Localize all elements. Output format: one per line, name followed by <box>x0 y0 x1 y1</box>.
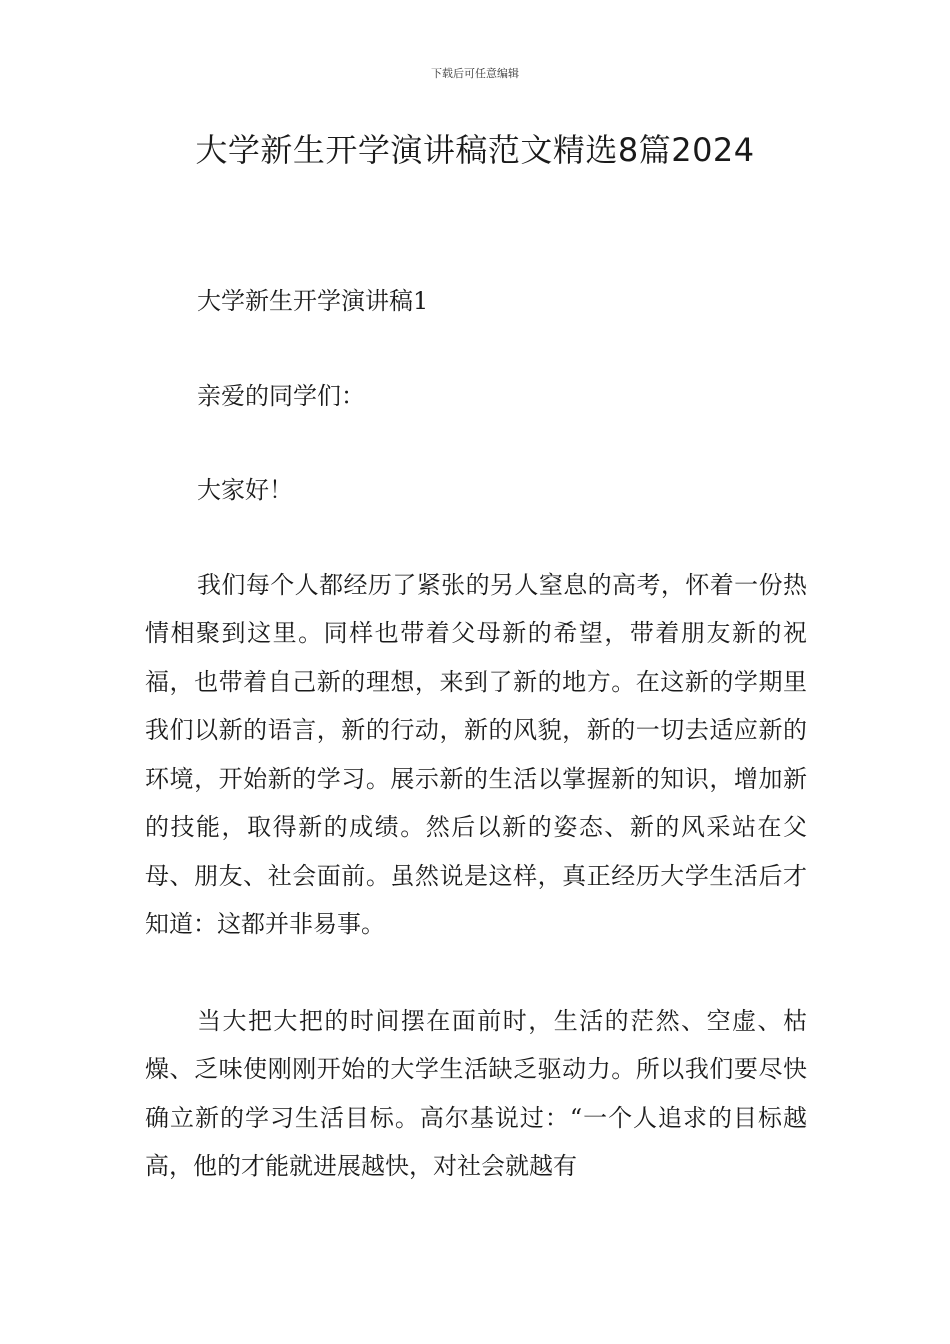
greeting: 大家好！ <box>197 476 293 504</box>
paragraph: 当大把大把的时间摆在面前时，生活的茫然、空虚、枯燥、乏味使刚刚开始的大学生活缺乏驱动力。所以我们要尽快确立新的学习生活目标。高尔基说过：“一个人追求的目标越高，他的才能就进展越快，对社会就越有 <box>145 1006 807 1180</box>
document-title: 大学新生开学演讲稿范文精选8篇2024 <box>195 131 755 169</box>
document-body <box>145 277 807 1239</box>
salutation: 亲爱的同学们： <box>197 381 365 410</box>
section-heading: 大学新生开学演讲稿1 <box>197 287 429 315</box>
header-note: 下载后可任意编辑 <box>431 67 519 80</box>
paragraph: 我们每个人都经历了紧张的另人窒息的高考，怀着一份热情相聚到这里。同样也带着父母新的希望，带着朋友新的祝福，也带着自己新的理想，来到了新的地方。在这新的学期里我们以新的语言，新的行动，新的风貌，新的一切去适应新的环境，开始新的学习。展示新的生活以掌握新的知识，增加新的技能，取得新的成绩。然后以新的姿态、新的风采站在父母、朋友、社会面前。虽然说是这样，真正经历大学生活后才知道：这都并非易事。 <box>145 570 807 938</box>
